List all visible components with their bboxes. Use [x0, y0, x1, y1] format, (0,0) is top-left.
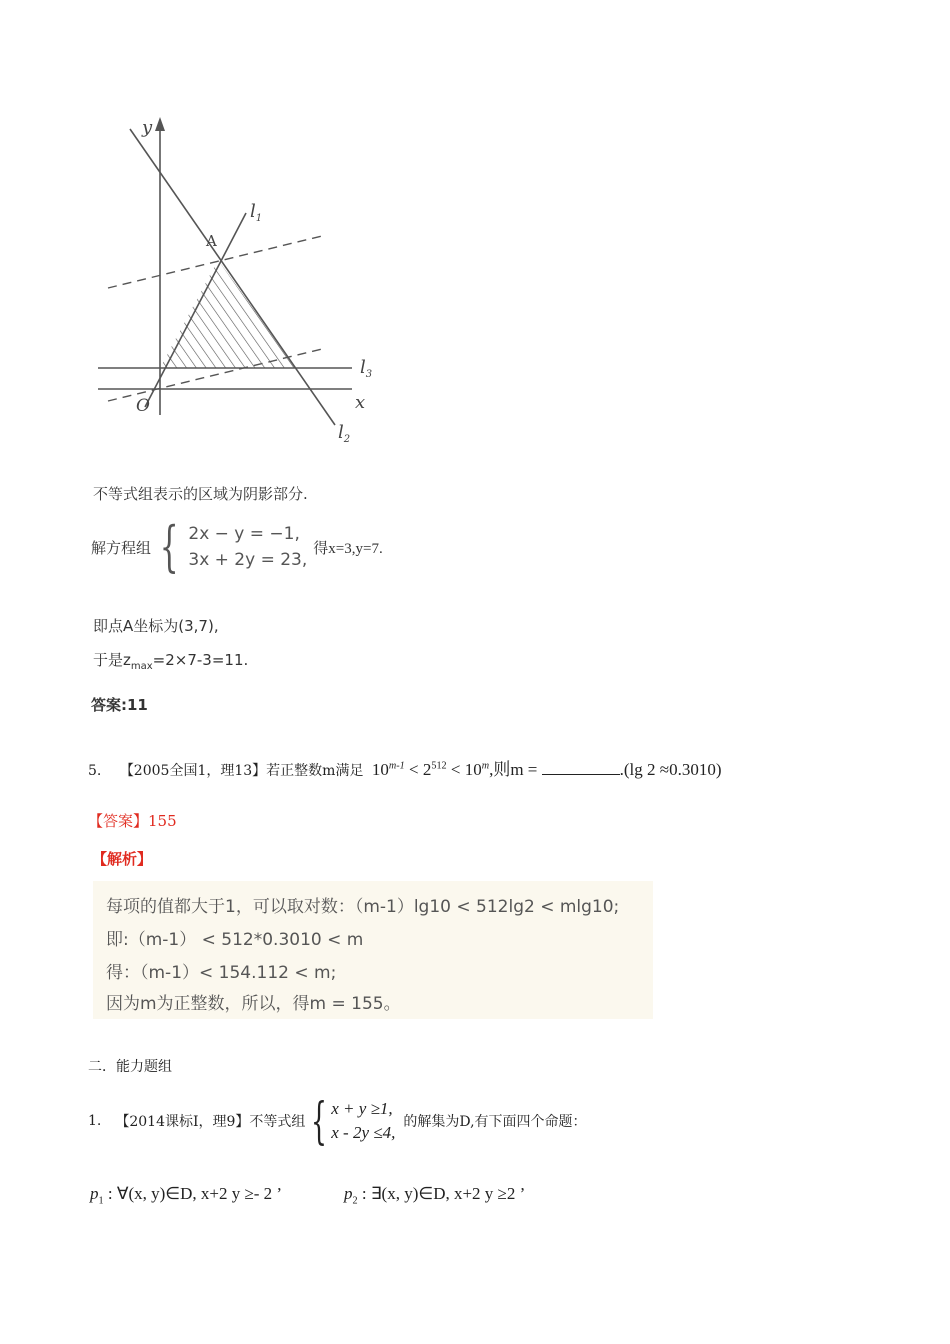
system-equations [188, 524, 307, 571]
point-a-label: A [206, 232, 217, 250]
solve-result: 得x=3,y=7. [313, 540, 383, 557]
proposition-p2: $p_2$ : ∃(x, y)∈D, x+2 y ≥2 ’ [344, 1184, 526, 1207]
system-brace: { [159, 515, 179, 578]
question-5-source: 【2005全国1，理13】若正整数m满足 [119, 763, 364, 779]
y-axis-label: y [142, 117, 153, 138]
question-1 [88, 1092, 587, 1150]
solution-line-3: 得：（m-1）< 154.112 < m; [106, 963, 337, 983]
answer-5 [88, 810, 177, 831]
analysis-label: 【解析】 [92, 850, 153, 868]
region-note: 不等式组表示的区域为阴影部分. [93, 485, 308, 503]
question-1-number: 1. [88, 1113, 102, 1129]
q1-inequality-2: x - 2y ≤4, [331, 1123, 396, 1142]
section-2-title: 二．能力题组 [88, 1059, 172, 1075]
proposition-p1: $p_1$ : ∀(x, y)∈D, x+2 y ≥- 2 ’ [90, 1184, 283, 1207]
q1-system [331, 1099, 395, 1144]
answer-blank [542, 760, 620, 775]
equation-1: 2x − y = −1, [188, 523, 300, 544]
l1-label: $l_1$ [250, 201, 263, 224]
l3-label: $l_3$ [360, 357, 373, 380]
solve-prefix: 解方程组 [91, 538, 152, 557]
shaded-region [160, 260, 296, 368]
answer-5-value: 155 [148, 812, 177, 830]
origin-label: O [136, 396, 150, 416]
point-a-text: 即点A坐标为(3,7), [93, 617, 219, 635]
answer-1: 答案:11 [91, 696, 148, 714]
q1-system-brace: { [311, 1092, 328, 1150]
answer-5-label: 【答案】 [88, 812, 149, 830]
solution-box [93, 881, 653, 1019]
question-1-tail: 的解集为D,有下面四个命题： [403, 1114, 587, 1130]
equation-2: 3x + 2y = 23, [188, 550, 308, 570]
question-1-source: 【2014课标Ⅰ，理9】不等式组 [115, 1114, 306, 1130]
question-5-inequality: $10^{m-1} < 2^{512} < 10^m$,则m = .(lg 2 ≈0.3010) [371, 760, 722, 779]
y-axis-arrow [155, 117, 165, 131]
solve-system [91, 515, 383, 578]
q1-inequality-1: x + y ≥1, [331, 1098, 393, 1118]
solution-line-2: 即:（m-1） < 512*0.3010 < m [106, 930, 364, 950]
x-axis-label: x [355, 392, 366, 413]
zmax-text: 于是$z_{max}=2\times 7-3=11$. [93, 651, 249, 672]
l2-label: $l_2$ [338, 422, 351, 445]
question-5-number: 5. [88, 763, 102, 779]
solution-line-1: 每项的值都大于1，可以取对数：（m-1）lg10 < 512lg2 < mlg10; [106, 897, 620, 917]
inequality-region-graph [90, 105, 390, 450]
solution-line-4: 因为m为正整数，所以，得m = 155。 [106, 994, 401, 1014]
question-5 [88, 755, 722, 780]
